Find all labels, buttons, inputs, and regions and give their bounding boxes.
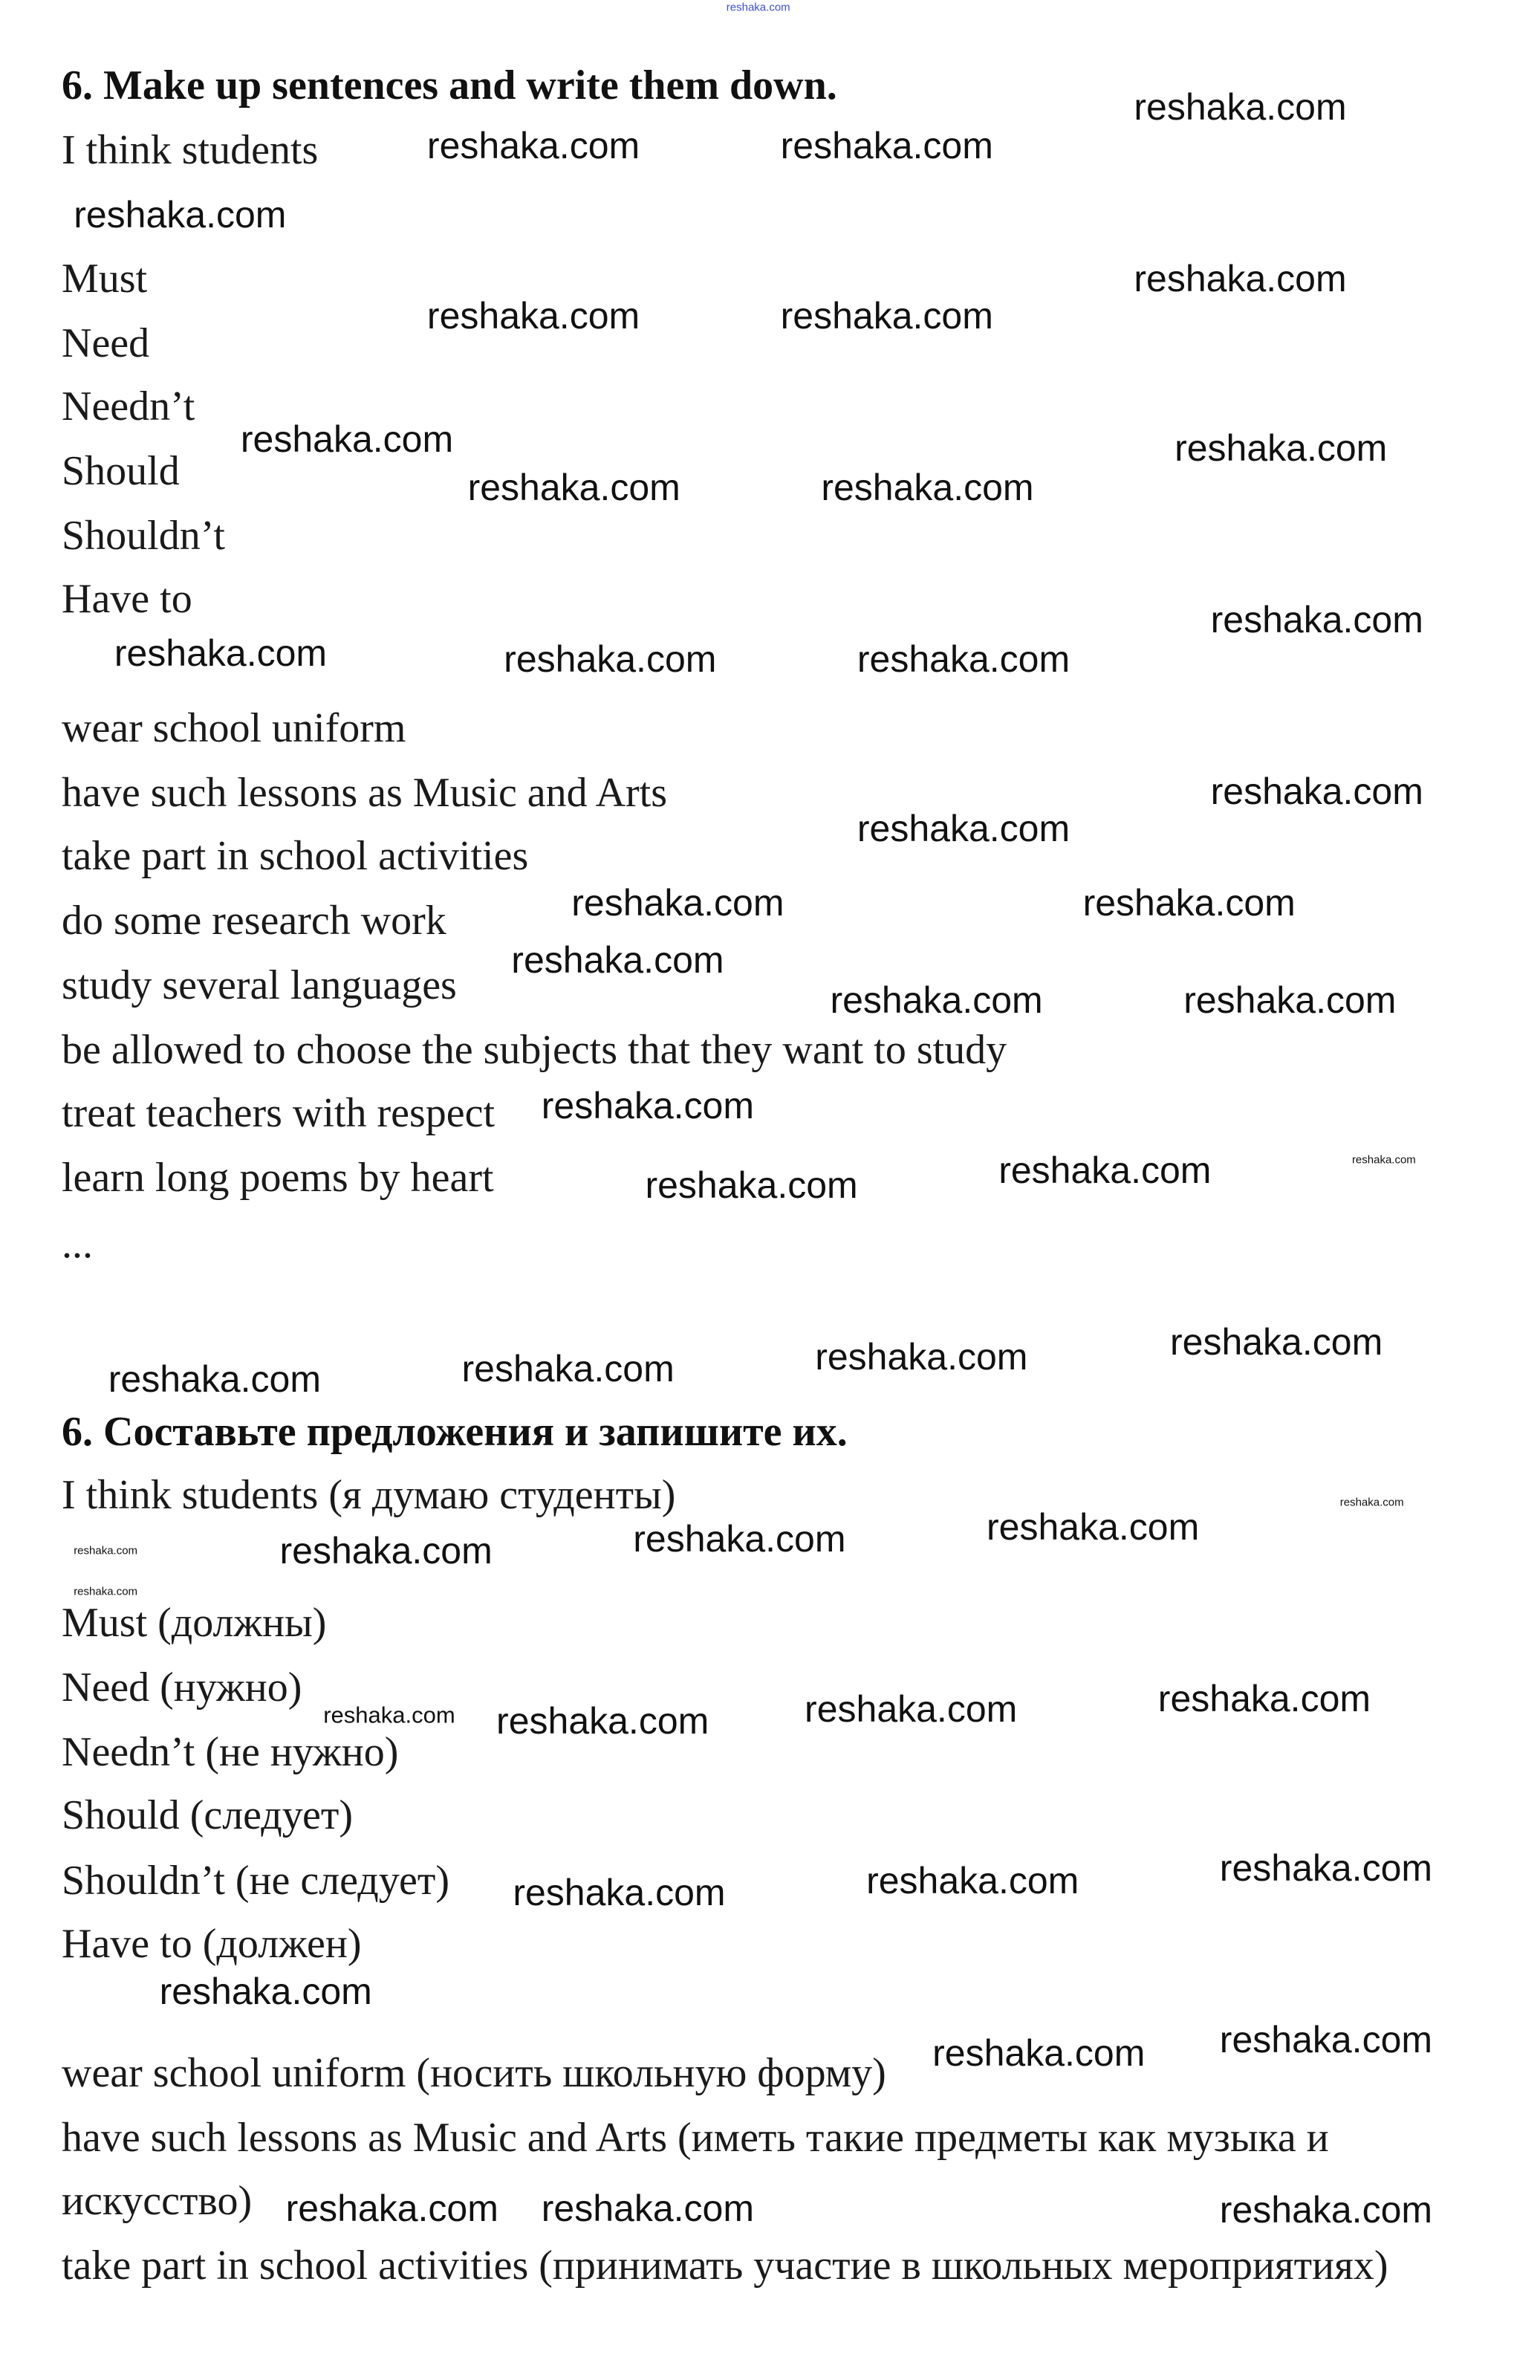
watermark-text: reshaka.com <box>1157 1677 1371 1719</box>
watermark-text: reshaka.com <box>821 466 1034 508</box>
text-line: Must (должны) <box>62 1600 327 1647</box>
watermark-text: reshaka.com <box>805 1687 1018 1730</box>
text-line: take part in school activities (принимать участие в школьных мероприятиях) <box>62 2242 1388 2289</box>
watermark-text: reshaka.com <box>633 1517 846 1560</box>
exercise-heading-english: 6. Make up sentences and write them down. <box>62 62 837 109</box>
watermark-text: reshaka.com <box>830 979 1043 1022</box>
watermark-text: reshaka.com <box>285 2187 498 2229</box>
text-line: Need (нужно) <box>62 1664 302 1711</box>
exercise-heading-russian: 6. Составьте предложения и запишите их. <box>62 1409 848 1456</box>
text-line: have such lessons as Music and Arts (иметь такие предметы как музыка и <box>62 2114 1329 2161</box>
text-line: Shouldn’t (не следует) <box>62 1857 450 1904</box>
text-line: Must <box>62 255 148 302</box>
text-line: Need <box>62 320 150 366</box>
watermark-text: reshaka.com <box>857 808 1070 850</box>
watermark-text: reshaka.com <box>279 1530 493 1572</box>
text-line: treat teachers with respect <box>62 1090 496 1137</box>
watermark-text: reshaka.com <box>1219 2019 1433 2061</box>
text-line: Shouldn’t <box>62 512 225 559</box>
text-line: wear school uniform (носить школьную форму) <box>62 2049 886 2096</box>
watermark-text: reshaka.com <box>1351 1153 1416 1167</box>
text-line: wear school uniform <box>62 704 406 751</box>
watermark-text: reshaka.com <box>159 1971 372 2013</box>
watermark-text: reshaka.com <box>108 1358 321 1401</box>
text-line: Have to <box>62 575 192 622</box>
watermark-text: reshaka.com <box>323 1702 455 1728</box>
watermark-text: reshaka.com <box>1339 1496 1404 1509</box>
watermark-text: reshaka.com <box>513 1871 726 1913</box>
watermark-text: reshaka.com <box>496 1699 709 1742</box>
text-line: Should <box>62 447 180 494</box>
text-line: Needn’t (не нужно) <box>62 1729 399 1776</box>
watermark-text: reshaka.com <box>645 1164 858 1207</box>
watermark-text: reshaka.com <box>1175 427 1388 470</box>
watermark-text: reshaka.com <box>780 295 993 337</box>
watermark-text: reshaka.com <box>1210 770 1423 812</box>
watermark-text: reshaka.com <box>857 638 1070 680</box>
text-line: be allowed to choose the subjects that they want to study <box>62 1027 1007 1074</box>
watermark-text: reshaka.com <box>467 466 680 508</box>
watermark-text: reshaka.com <box>511 938 724 981</box>
watermark-text: reshaka.com <box>815 1336 1028 1378</box>
watermark-text: reshaka.com <box>1183 979 1397 1022</box>
text-line: learn long poems by heart <box>62 1155 494 1202</box>
watermark-text: reshaka.com <box>1210 599 1423 641</box>
watermark-text: reshaka.com <box>541 1084 755 1126</box>
text-line: I think students <box>62 127 319 174</box>
watermark-text: reshaka.com <box>1219 2188 1433 2231</box>
watermark-text: reshaka.com <box>780 125 993 167</box>
text-line: ... <box>62 1221 93 1268</box>
watermark-text: reshaka.com <box>74 1585 138 1598</box>
watermark-text: reshaka.com <box>426 125 640 167</box>
text-line: Needn’t <box>62 383 195 429</box>
watermark-text: reshaka.com <box>1082 881 1296 924</box>
watermark-text: reshaka.com <box>504 638 717 680</box>
watermark-text: reshaka.com <box>240 418 454 461</box>
text-line: Have to (должен) <box>62 1920 362 1967</box>
watermark-text: reshaka.com <box>114 632 328 674</box>
watermark-text: reshaka.com <box>461 1348 675 1390</box>
text-line: study several languages <box>62 962 457 1008</box>
watermark-text: reshaka.com <box>932 2032 1146 2075</box>
watermark-text: reshaka.com <box>74 194 287 236</box>
watermark-text: reshaka.com <box>571 881 784 924</box>
watermark-text: reshaka.com <box>987 1505 1200 1548</box>
watermark-text: reshaka.com <box>74 1544 138 1557</box>
watermark-text: reshaka.com <box>726 1 790 14</box>
watermark-text: reshaka.com <box>998 1149 1212 1191</box>
text-line: искусство) <box>62 2177 253 2224</box>
watermark-text: reshaka.com <box>426 295 640 337</box>
text-line: do some research work <box>62 897 446 944</box>
text-line: have such lessons as Music and Arts <box>62 769 668 816</box>
text-line: take part in school activities <box>62 832 529 879</box>
watermark-text: reshaka.com <box>1169 1320 1383 1363</box>
text-line: Should (следует) <box>62 1792 353 1839</box>
watermark-text: reshaka.com <box>541 2187 755 2229</box>
watermark-text: reshaka.com <box>1134 257 1347 299</box>
watermark-text: reshaka.com <box>1219 1847 1433 1890</box>
watermark-text: reshaka.com <box>866 1859 1079 1901</box>
text-line: I think students (я думаю студенты) <box>62 1472 676 1519</box>
watermark-text: reshaka.com <box>1134 85 1347 128</box>
